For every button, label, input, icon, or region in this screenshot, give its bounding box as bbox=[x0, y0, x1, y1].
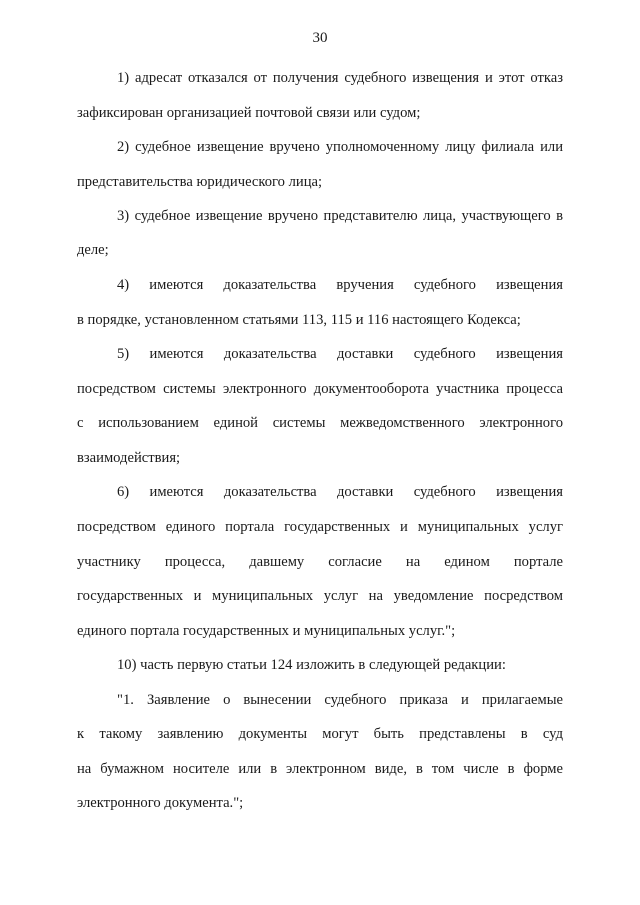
text-line: к такому заявлению документы могут быть представлены в суд bbox=[77, 726, 563, 742]
text-line: 10) часть первую статьи 124 изложить в следующей редакции: bbox=[117, 657, 506, 673]
text-line: посредством системы электронного документооборота участника процесса bbox=[77, 381, 563, 397]
text-line: государственных и муниципальных услуг на уведомление посредством bbox=[77, 588, 563, 604]
text-line: электронного документа."; bbox=[77, 795, 244, 811]
text-line: взаимодействия; bbox=[77, 450, 181, 466]
text-line: представительства юридического лица; bbox=[77, 174, 323, 190]
text-line: 1) адресат отказался от получения судебного извещения и этот отказ bbox=[117, 70, 563, 86]
text-line: в порядке, установленном статьями 113, 115 и 116 настоящего Кодекса; bbox=[77, 312, 521, 328]
page-number: 30 bbox=[312, 30, 328, 46]
text-line: 2) судебное извещение вручено уполномоченному лицу филиала или bbox=[117, 139, 563, 155]
text-line: зафиксирован организацией почтовой связи или судом; bbox=[77, 105, 421, 121]
text-line: 5) имеются доказательства доставки судебного извещения bbox=[117, 346, 563, 362]
text-line: единого портала государственных и муниципальных услуг."; bbox=[77, 623, 456, 639]
text-line: участнику процесса, давшему согласие на едином портале bbox=[77, 554, 563, 570]
text-line: 6) имеются доказательства доставки судебного извещения bbox=[117, 484, 563, 500]
text-line: 4) имеются доказательства вручения судебного извещения bbox=[117, 277, 563, 293]
text-line: на бумажном носителе или в электронном виде, в том числе в форме bbox=[77, 761, 563, 777]
text-line: деле; bbox=[77, 242, 109, 258]
text-line: с использованием единой системы межведомственного электронного bbox=[77, 415, 563, 431]
text-line: посредством единого портала государственных и муниципальных услуг bbox=[77, 519, 563, 535]
text-line: 3) судебное извещение вручено представителю лица, участвующего в bbox=[117, 208, 563, 224]
text-line: "1. Заявление о вынесении судебного приказа и прилагаемые bbox=[117, 692, 563, 708]
